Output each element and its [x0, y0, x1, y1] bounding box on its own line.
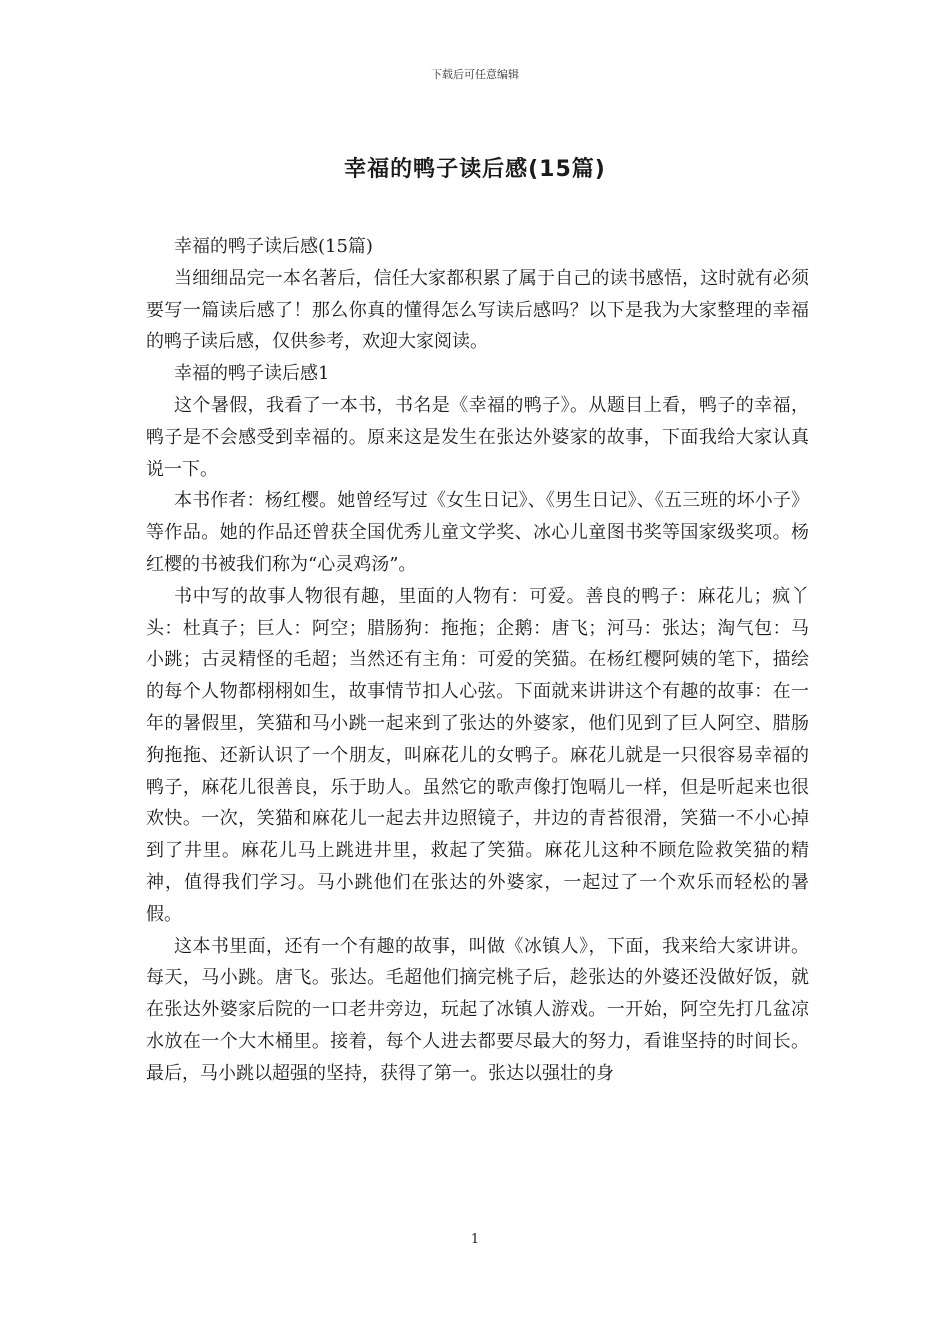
paragraph: 这本书里面，还有一个有趣的故事，叫做《冰镇人》，下面，我来给大家讲讲。每天，马小跳。唐飞。张达。毛超他们摘完桃子后，趁张达的外婆还没做好饭，就在张达外婆家后院的一口老井旁边，玩起了冰镇人游戏。一开始，阿空先打几盆凉水放在一个大木桶里。接着，每个人进去都要尽最大的努力，看谁坚持的时间长。最后，马小跳以超强的坚持，获得了第一。张达以强壮的身 [146, 935, 809, 1084]
paragraph: 这个暑假，我看了一本书，书名是《幸福的鸭子》。从题目上看，鸭子的幸福，鸭子是不会感受到幸福的。原来这是发生在张达外婆家的故事，下面我给大家认真说一下。 [146, 394, 809, 480]
paragraph-subtitle: 幸福的鸭子读后感(15篇) [174, 236, 373, 257]
page-number: 1 [470, 1232, 480, 1247]
paragraph: 本书作者：杨红樱。她曾经写过《女生日记》、《男生日记》、《五三班的坏小子》等作品。她的作品还曾获全国优秀儿童文学奖、冰心儿童图书奖等国家级奖项。杨红樱的书被我们称为“心灵鸡汤”。 [146, 490, 809, 575]
document-title: 幸福的鸭子读后感(15篇) [344, 157, 606, 182]
document-body [146, 231, 809, 1090]
paragraph-section-heading: 幸福的鸭子读后感1 [174, 363, 330, 385]
paragraph: 书中写的故事人物很有趣，里面的人物有：可爱。善良的鸭子：麻花儿；疯丫头：杜真子；巨人：阿空；腊肠狗：拖拖；企鹅：唐飞；河马：张达；淘气包：马小跳；古灵精怪的毛超；当然还有主角：可爱的笑猫。在杨红樱阿姨的笔下，描绘的每个人物都栩栩如生，故事情节扣人心弦。下面就来讲讲这个有趣的故事：在一年的暑假里，笑猫和马小跳一起来到了张达的外婆家，他们见到了巨人阿空、腊肠狗拖拖、还新认识了一个朋友，叫麻花儿的女鸭子。麻花儿就是一只很容易幸福的鸭子，麻花儿很善良，乐于助人。虽然它的歌声像打饱嗝儿一样，但是听起来也很欢快。一次，笑猫和麻花儿一起去井边照镜子，井边的青苔很滑，笑猫一不小心掉到了井里。麻花儿马上跳进井里，救起了笑猫。麻花儿这种不顾危险救笑猫的精神，值得我们学习。马小跳他们在张达的外婆家，一起过了一个欢乐而轻松的暑假。 [146, 585, 809, 925]
paragraph-intro: 当细细品完一本名著后，信任大家都积累了属于自己的读书感悟，这时就有必须要写一篇读后感了！那么你真的懂得怎么写读后感吗？以下是我为大家整理的幸福的鸭子读后感，仅供参考，欢迎大家阅读。 [146, 267, 809, 353]
page-header: 下载后可任意编辑 [431, 68, 519, 81]
